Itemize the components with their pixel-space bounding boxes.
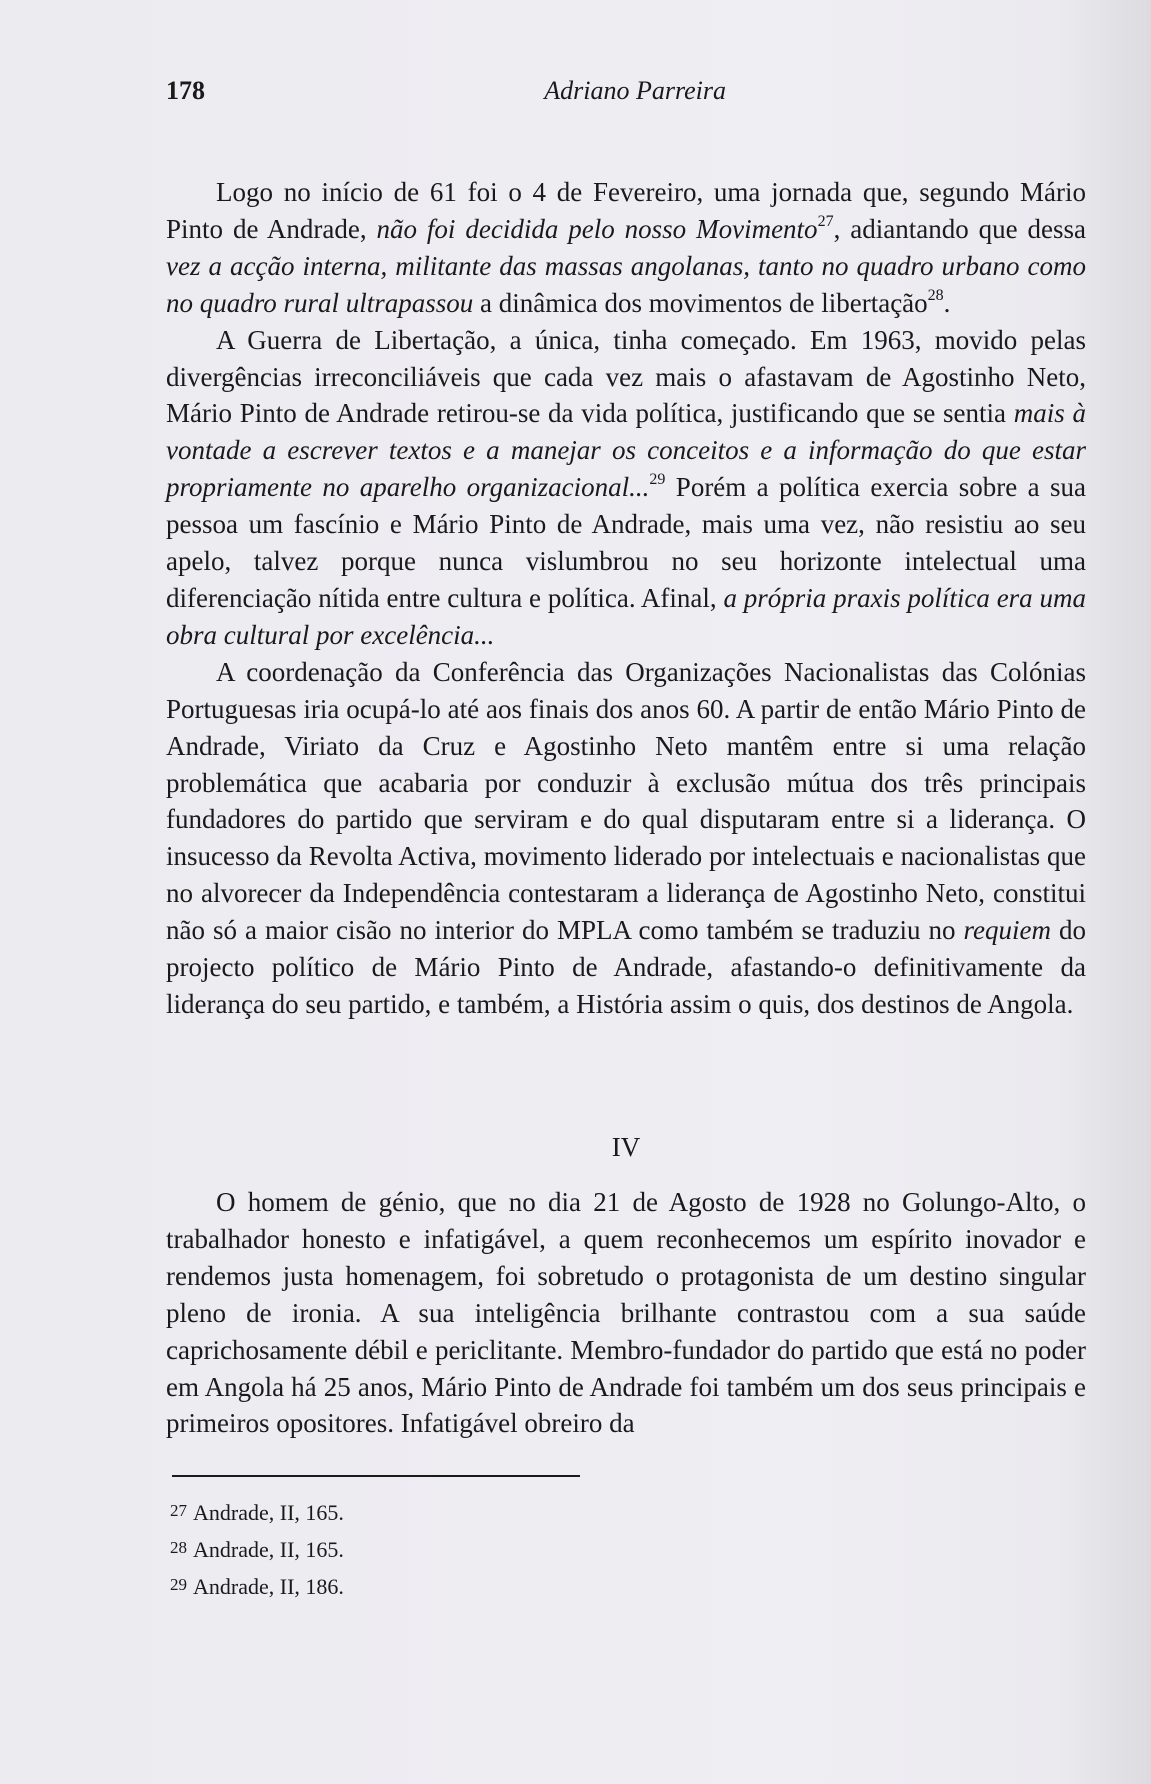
quote-italic: a própria praxis política era uma obra cultural por excelência... [166,582,1086,650]
text-run: A coordenação da Conferência das Organizações Nacionalistas das Colónias Portuguesas iria ocupá-lo até aos finais dos anos 60. A partir de então Mário Pinto de Andrade, Viriato da Cruz e Agostinho Neto mantêm entre si uma relação problemática que acabaria por conduzir à exclusão mútua dos três principais fundadores do partido que serviram e do qual disputaram entre si a liderança. O insucesso da Revolta Activa, movimento liderado por intelectuais e nacionalistas que no alvorecer da Independência contestaram a liderança de Agostinho Neto, constitui não só a maior cisão no interior do MPLA como também se traduziu no [166,656,1086,946]
footnote-text: Andrade, II, 165. [193,1537,344,1562]
paragraph-3 [166,654,1086,1023]
text-run: do projecto político de Mário Pinto de Andrade, afastando-o definitivamente da liderança do seu partido, e também, a História assim o quis, dos destinos de Angola. [166,915,1086,1019]
footnote-number: 27 [170,1501,187,1520]
text-run: a dinâmica dos movimentos de libertação [473,287,928,318]
footnote-text: Andrade, II, 186. [193,1574,344,1599]
running-head: Adriano Parreira [544,76,726,105]
footnote-number: 29 [170,1575,187,1594]
footnote [170,1493,344,1530]
footnote-ref: 28 [927,286,944,304]
footnote [170,1530,344,1567]
text-run: O homem de génio, que no dia 21 de Agosto de 1928 no Golungo-Alto, o trabalhador honesto e infatigável, a quem reconhecemos um espírito inovador e rendemos justa homenagem, foi sobretudo o protagonista de um destino singular pleno de ironia. A sua inteligência brilhante contrastou com a sua saúde caprichosamente débil e periclitante. Membro-fundador do partido que está no poder em Angola há 25 anos, Mário Pinto de Andrade foi também um dos seus principais e primeiros opositores. Infatigável obreiro da [166,1187,1086,1439]
paragraph-4 [166,1184,1086,1442]
footnote-ref: 29 [649,471,666,489]
paragraph-2 [166,322,1086,654]
body-text-section-iv [166,1184,1086,1442]
footnote-number: 28 [170,1538,187,1557]
text-run: Logo no início de 61 foi o 4 de Fevereiro, uma jornada que, segundo Mário Pinto de Andrade, [166,177,1086,244]
page-number: 178 [166,76,205,105]
footnote-divider [172,1475,580,1477]
quote-italic: requiem [963,915,1051,946]
quote-italic: não foi decidida pelo nosso Movimento [376,213,818,244]
text-run: , adiantando que dessa [833,213,1087,244]
footnote-ref: 27 [817,212,834,230]
footnote-text: Andrade, II, 165. [193,1500,344,1525]
text-run: Porém a política exercia sobre a sua pessoa um fascínio e Mário Pinto de Andrade, mais uma vez, não resistiu ao seu apelo, talvez porque nunca vislumbrou no seu horizonte intelectual uma diferenciação nítida entre cultura e política. Afinal, [166,472,1086,613]
footnote [170,1567,344,1604]
text-run: . [943,287,951,318]
footnotes [170,1493,344,1604]
text-run: A Guerra de Libertação, a única, tinha começado. Em 1963, movido pelas divergências irreconciliáveis que cada vez mais o afastavam de Agostinho Neto, Mário Pinto de Andrade retirou-se da vida política, justificando que se sentia [166,324,1086,429]
quote-italic: vez a acção interna, militante das massas angolanas, tanto no quadro urbano como no quadro rural ultrapassou [166,250,1086,318]
section-heading: IV [611,1132,641,1162]
quote-italic: mais à vontade a escrever textos e a manejar os conceitos e a informação do que estar propriamente no aparelho organizacional... [166,398,1087,503]
paragraph-1 [166,174,1086,322]
body-text [166,174,1086,1023]
